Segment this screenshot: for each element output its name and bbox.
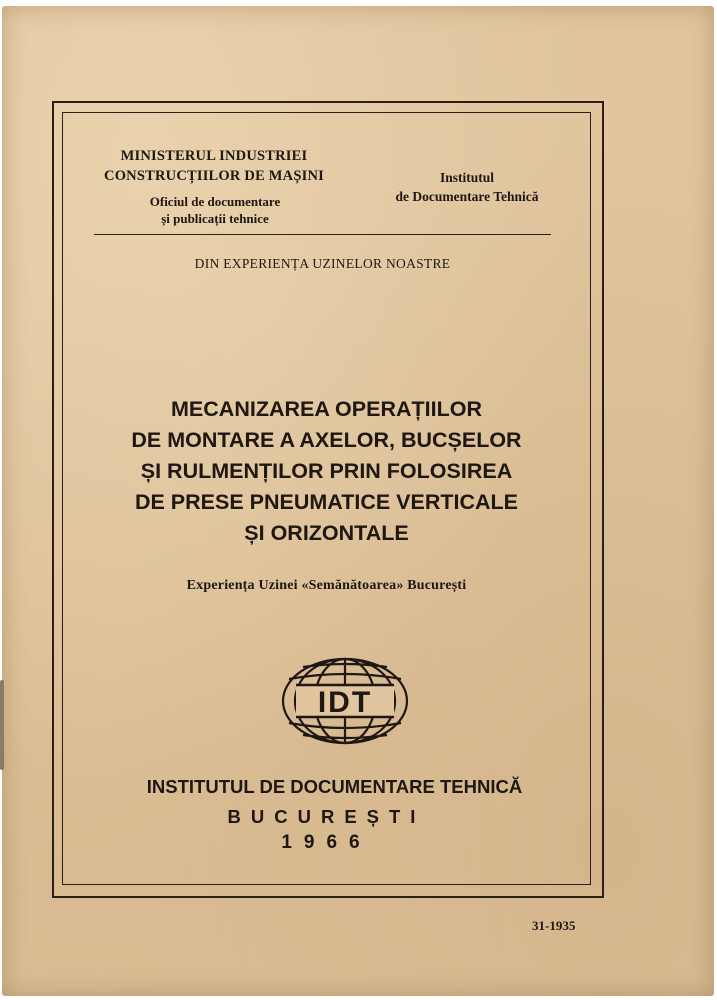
- publication-year: 1966: [281, 832, 372, 853]
- ministry-line-2: CONSTRUCȚIILOR DE MAȘINI: [104, 168, 324, 184]
- binding-edge: [0, 680, 4, 770]
- ministry-line-1: MINISTERUL INDUSTRIEI: [120, 148, 308, 164]
- office-line-1: Oficiul de documentare: [149, 194, 281, 209]
- publication-city: BUCUREȘTI: [227, 806, 426, 827]
- book-title: [68, 394, 585, 549]
- idt-globe-logo: [279, 655, 411, 747]
- ministry-heading: [84, 146, 344, 186]
- institute-line-2: de Documentare Tehnică: [395, 189, 539, 204]
- title-line-5: ȘI ORIZONTALE: [244, 521, 409, 545]
- publisher-name: INSTITUTUL DE DOCUMENTARE TEHNICĂ: [146, 776, 523, 797]
- logo-text: IDT: [317, 686, 373, 719]
- title-line-1: MECANIZAREA OPERAȚIILOR: [171, 397, 482, 421]
- catalog-code: 31-1935: [532, 918, 576, 933]
- title-line-4: DE PRESE PNEUMATICE VERTICALE: [134, 490, 519, 514]
- title-line-3: ȘI RULMENȚILOR PRIN FOLOSIREA: [140, 459, 513, 483]
- book-subtitle: Experiența Uzinei «Semănătoarea» București: [186, 578, 467, 593]
- institute-heading: [362, 168, 572, 206]
- header-divider: [94, 234, 551, 235]
- title-line-2: DE MONTARE A AXELOR, BUCȘELOR: [131, 428, 522, 452]
- series-title: DIN EXPERIENȚA UZINELOR NOASTRE: [194, 256, 451, 271]
- office-line-2: și publicații tehnice: [161, 211, 269, 226]
- institute-line-1: Institutul: [439, 170, 495, 185]
- office-heading: [110, 193, 320, 227]
